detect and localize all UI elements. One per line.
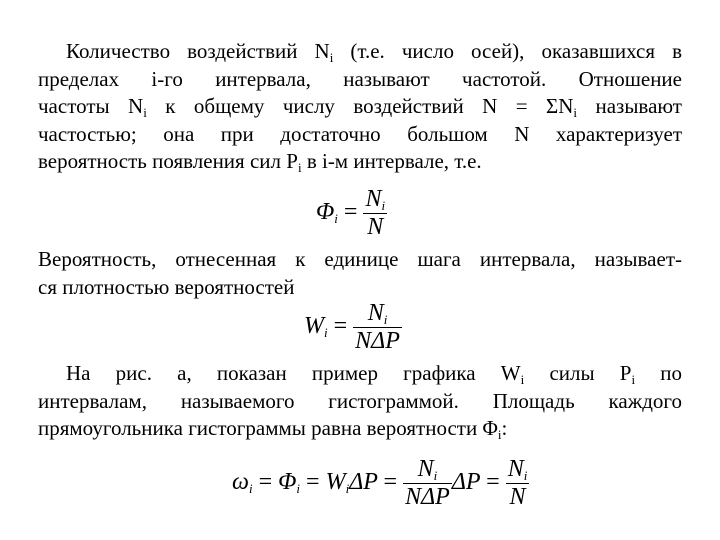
- subscript: i: [345, 481, 350, 497]
- formula-frequency-ratio: [316, 186, 387, 241]
- equals-sign: =: [486, 469, 500, 496]
- formula-histogram-area: [232, 456, 529, 511]
- denominator: N: [367, 214, 384, 240]
- text-run: вероятность появления сил P: [38, 149, 298, 173]
- formula-symbol: W: [304, 313, 324, 340]
- text-run: (т.е. число осей), оказавшихся в: [333, 39, 682, 63]
- fraction: [363, 186, 387, 241]
- subscript: i: [329, 50, 334, 65]
- text-run: частоты N: [38, 94, 144, 118]
- subscript: i: [520, 372, 525, 387]
- subscript: i: [631, 372, 636, 387]
- formula-probability-density: [304, 300, 402, 355]
- formula-symbol: Φ: [278, 469, 297, 496]
- denominator: NΔP: [405, 484, 450, 510]
- formula-symbol: ω: [232, 469, 249, 496]
- numerator: Ni: [403, 456, 452, 484]
- numerator: Ni: [507, 456, 528, 483]
- subscript: i: [248, 481, 253, 497]
- paragraph-1: [38, 38, 682, 176]
- equals-sign: =: [383, 469, 398, 496]
- subscript: i: [296, 481, 301, 497]
- numerator: Ni: [353, 300, 402, 328]
- formula-symbol: W: [325, 469, 346, 496]
- paragraph-2: [38, 246, 682, 301]
- denominator: NΔP: [355, 328, 400, 354]
- formula-symbol: Φ: [316, 199, 335, 226]
- paragraph-2-line-2: ся плотностью вероятностей: [38, 274, 295, 299]
- equals-sign: =: [343, 199, 358, 226]
- numerator: Ni: [365, 186, 386, 213]
- paragraph-3: [38, 360, 682, 443]
- paragraph-2-line-1: Вероятность, отнесенная к единице шага интервала, называет-: [38, 247, 682, 271]
- text-run: :: [501, 416, 508, 440]
- paragraph-3-line-3: [38, 415, 682, 443]
- fraction: [403, 456, 452, 511]
- text-run: силы P: [524, 361, 632, 385]
- paragraph-1-line-1: [38, 38, 682, 66]
- fraction: [353, 300, 402, 355]
- text-run: прямоугольника гистограммы равна вероятности Φ: [38, 416, 498, 440]
- text-run: в i-м интервале, т.е.: [301, 149, 482, 173]
- paragraph-1-line-2: пределах i-го интервала, называют частотой. Отношение: [38, 66, 682, 91]
- denominator: N: [509, 484, 526, 510]
- equals-sign: =: [258, 469, 273, 496]
- subscript: i: [573, 105, 578, 120]
- paragraph-1-line-3: [38, 93, 682, 121]
- equals-sign: =: [333, 313, 348, 340]
- paragraph-3-line-2: интервалам, называемого гистограммой. Площадь каждого: [38, 388, 682, 413]
- paragraph-1-line-4: частостью; она при достаточно большом N характеризует: [38, 121, 682, 146]
- equals-sign: =: [306, 469, 320, 496]
- paragraph-1-line-5: [38, 148, 682, 176]
- text-run: На рис. а, показан пример графика W: [66, 361, 521, 385]
- subscript: i: [324, 325, 328, 341]
- subscript: i: [497, 427, 502, 442]
- subscript: i: [297, 160, 302, 175]
- text-run: по: [635, 361, 682, 385]
- subscript: i: [334, 211, 338, 227]
- text-run: Количество воздействий N: [66, 39, 330, 63]
- text-run: называют: [577, 94, 682, 118]
- formula-symbol: ΔP: [349, 469, 378, 496]
- subscript: i: [143, 105, 147, 120]
- text-run: к общему числу воздействий N = ΣN: [146, 94, 574, 118]
- formula-symbol: ΔP: [451, 469, 481, 496]
- paragraph-3-line-1: [38, 360, 682, 388]
- fraction: [506, 456, 530, 511]
